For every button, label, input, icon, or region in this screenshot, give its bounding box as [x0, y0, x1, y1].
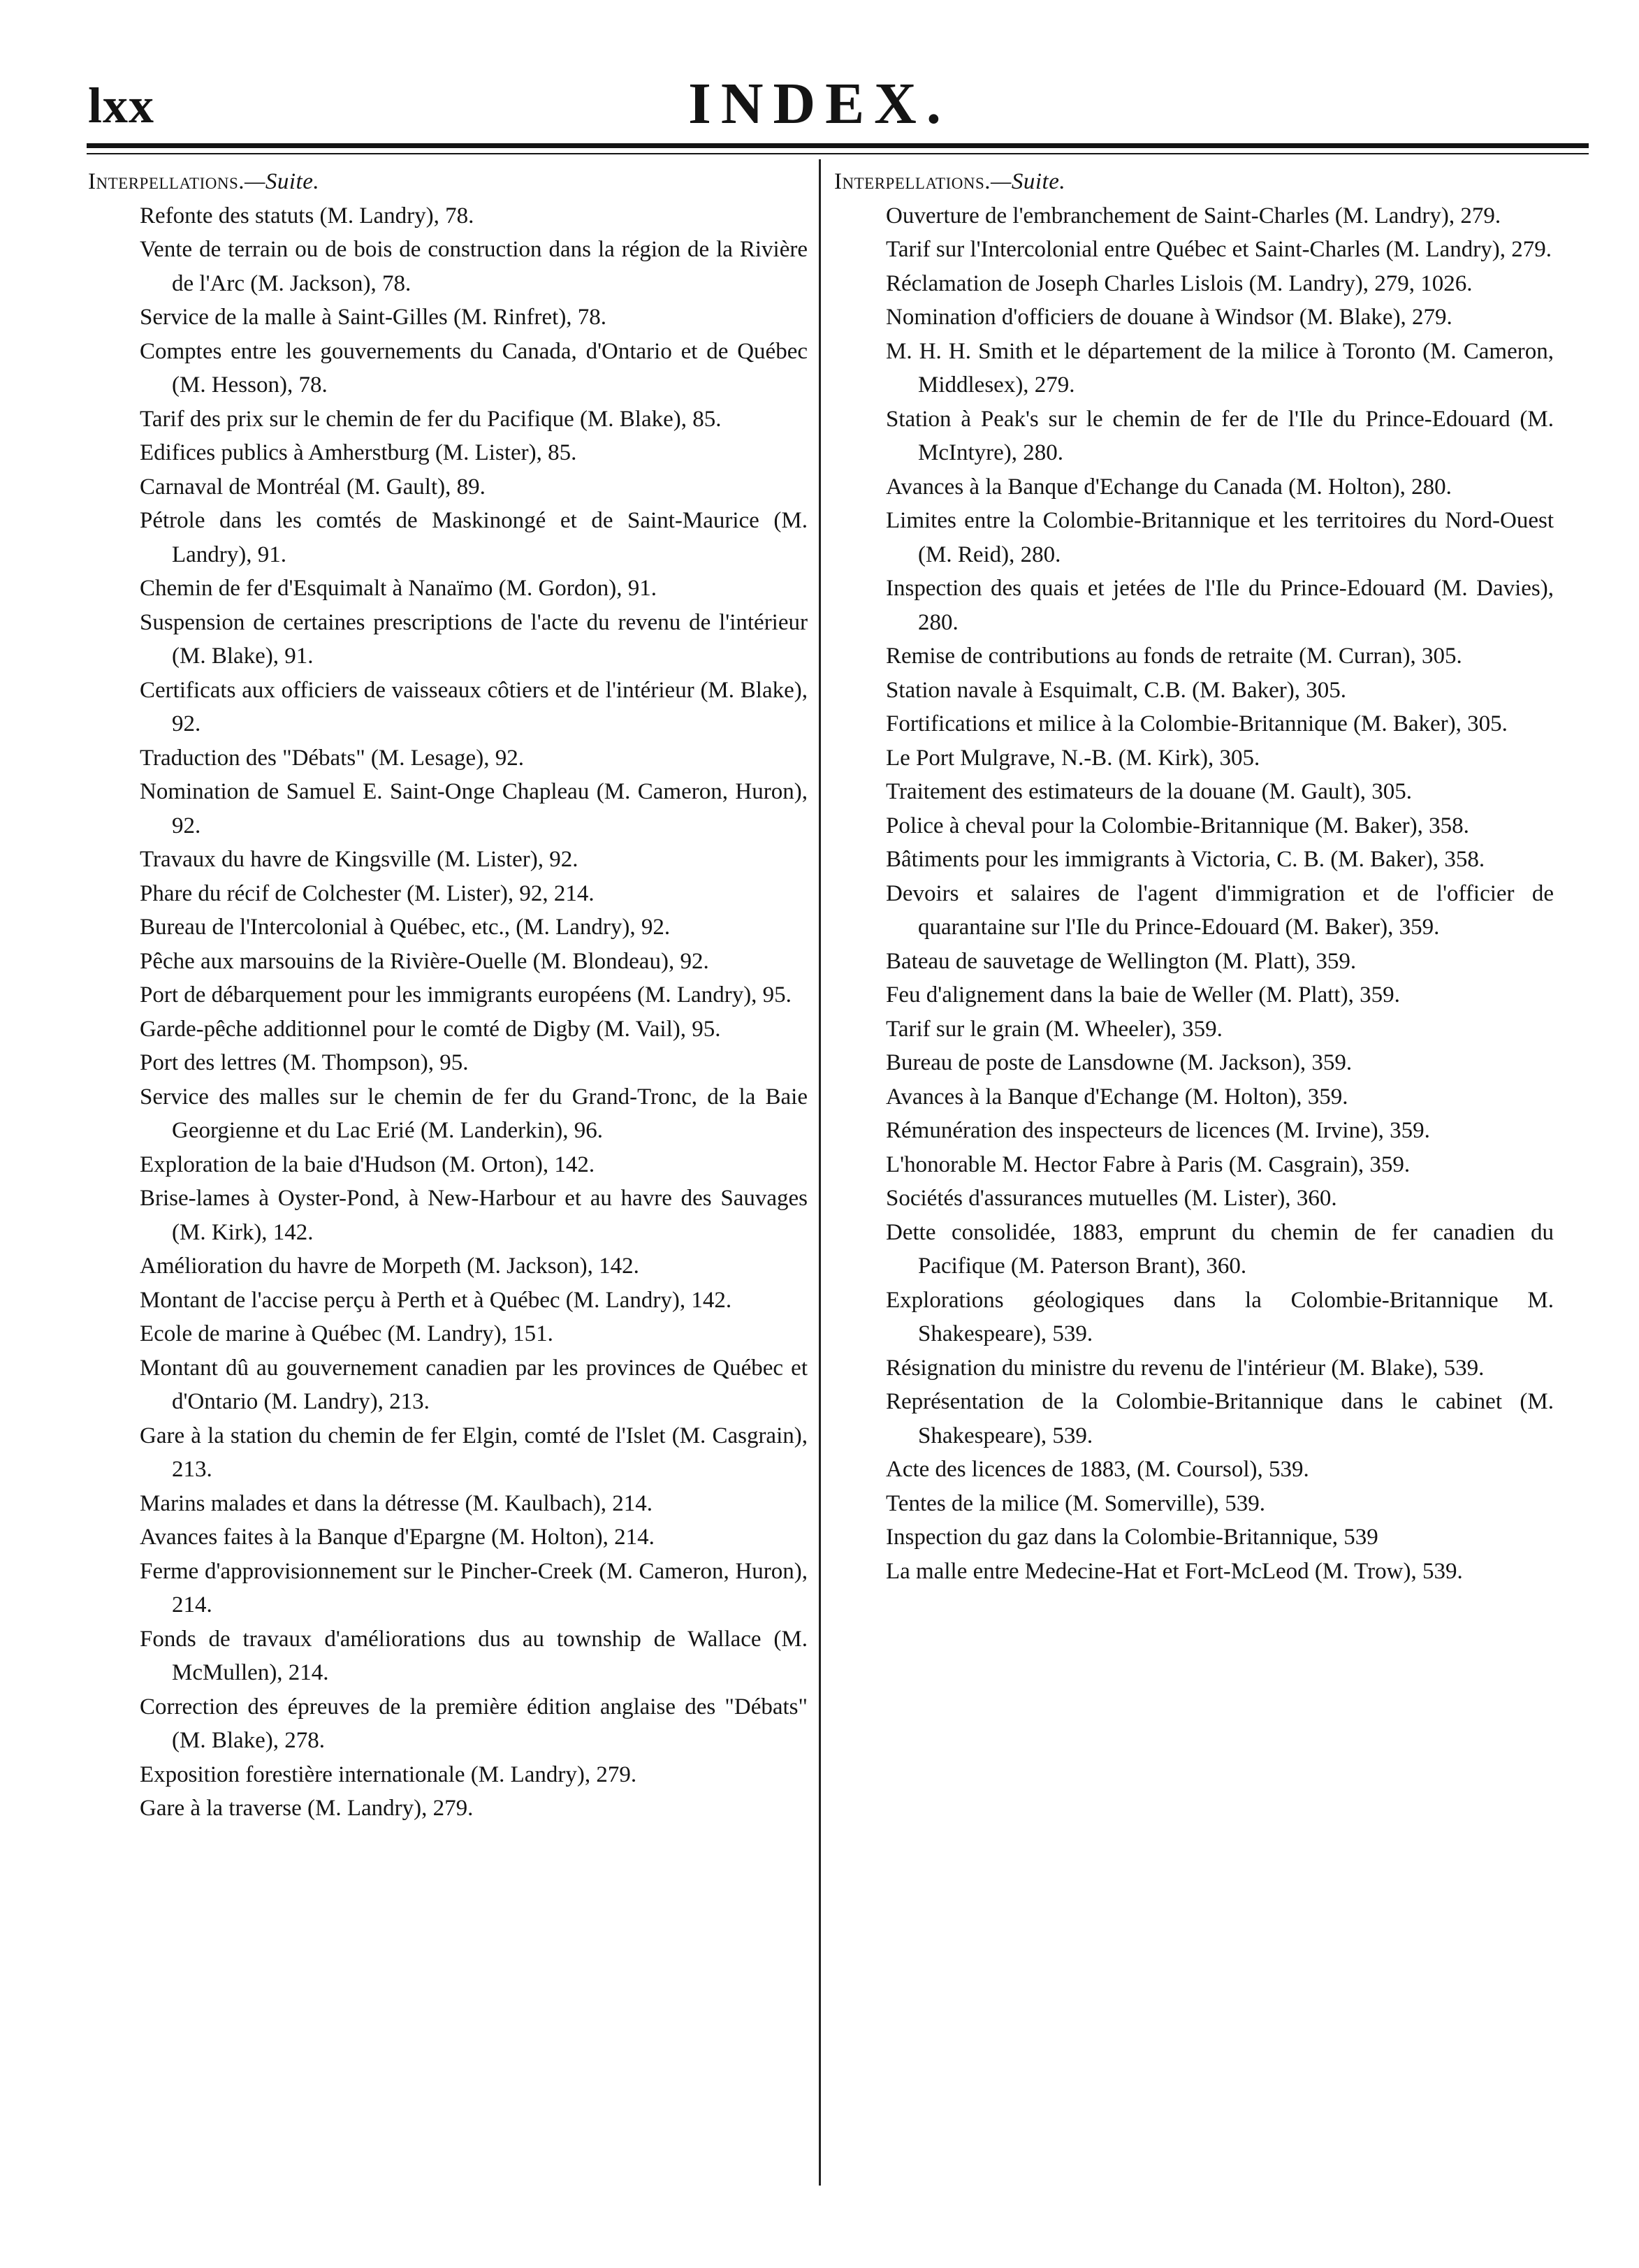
index-entry: Représentation de la Colombie-Britannique dans le cabinet (M. Shakespeare), 539. [886, 1389, 1554, 1448]
index-entry: Traduction des "Débats" (M. Lesage), 92. [140, 745, 524, 771]
index-entry: Certificats aux officiers de vaisseaux côtiers et de l'intérieur (M. Blake), 92. [140, 677, 808, 736]
index-entry: Montant dû au gouvernement canadien par les provinces de Québec et d'Ontario (M. Landry), 213. [140, 1355, 808, 1414]
index-entry: Sociétés d'assurances mutuelles (M. Lister), 360. [886, 1186, 1337, 1211]
right-column [834, 165, 1554, 1588]
index-entry: Bâtiments pour les immigrants à Victoria, C. B. (M. Baker), 358. [886, 847, 1485, 872]
index-entry: Résignation du ministre du revenu de l'intérieur (M. Blake), 539. [886, 1355, 1485, 1381]
index-entry: Exploration de la baie d'Hudson (M. Orton), 142. [140, 1151, 595, 1177]
index-entry: Le Port Mulgrave, N.-B. (M. Kirk), 305. [886, 745, 1260, 771]
index-entry: M. H. H. Smith et le département de la milice à Toronto (M. Cameron, Middlesex), 279. [886, 338, 1554, 398]
page-title: INDEX. [688, 71, 951, 136]
index-entry: Rémunération des inspecteurs de licences (M. Irvine), 359. [886, 1118, 1430, 1143]
index-entry: Port des lettres (M. Thompson), 95. [140, 1050, 469, 1075]
index-entry: Bureau de poste de Lansdowne (M. Jackson), 359. [886, 1050, 1353, 1075]
index-entry-list [834, 199, 1554, 1589]
index-entry: Avances à la Banque d'Echange du Canada (M. Holton), 280. [886, 474, 1452, 500]
index-entry: Montant de l'accise perçu à Perth et à Québec (M. Landry), 142. [140, 1287, 732, 1313]
section-heading [88, 165, 808, 199]
header-rule-thick [87, 143, 1589, 148]
index-entry-list [88, 199, 808, 1826]
header-rule-thin [87, 153, 1589, 154]
index-entry: Marins malades et dans la détresse (M. Kaulbach), 214. [140, 1490, 653, 1516]
index-entry: Fortifications et milice à la Colombie-Britannique (M. Baker), 305. [886, 711, 1508, 736]
heading-suite: —Suite. [245, 169, 320, 194]
index-entry: Brise-lames à Oyster-Pond, à New-Harbour et au havre des Sauvages (M. Kirk), 142. [140, 1186, 808, 1245]
index-entry: Service de la malle à Saint-Gilles (M. Rinfret), 78. [140, 305, 607, 330]
index-entry: Traitement des estimateurs de la douane (M. Gault), 305. [886, 779, 1413, 804]
index-entry: Limites entre la Colombie-Britannique et les territoires du Nord-Ouest (M. Reid), 280. [886, 508, 1554, 567]
index-entry: Feu d'alignement dans la baie de Weller (M. Platt), 359. [886, 982, 1400, 1008]
index-entry: Suspension de certaines prescriptions de l'acte du revenu de l'intérieur (M. Blake), 91. [140, 609, 808, 669]
index-entry: Tarif sur l'Intercolonial entre Québec et Saint-Charles (M. Landry), 279. [886, 237, 1552, 262]
index-entry: Pêche aux marsouins de la Rivière-Ouelle (M. Blondeau), 92. [140, 948, 709, 974]
index-entry: Carnaval de Montréal (M. Gault), 89. [140, 474, 486, 500]
index-entry: Bateau de sauvetage de Wellington (M. Platt), 359. [886, 948, 1357, 974]
heading-word: Interpellations. [834, 169, 991, 194]
index-entry: Ouverture de l'embranchement de Saint-Charles (M. Landry), 279. [886, 203, 1501, 228]
index-entry: Comptes entre les gouvernements du Canada, d'Ontario et de Québec (M. Hesson), 78. [140, 338, 808, 398]
index-entry: Inspection des quais et jetées de l'Ile du Prince-Edouard (M. Davies), 280. [886, 576, 1554, 635]
index-entry: Exposition forestière internationale (M. Landry), 279. [140, 1761, 637, 1787]
page-number: lxx [88, 78, 155, 133]
column-divider [819, 159, 821, 2186]
index-entry: Tarif sur le grain (M. Wheeler), 359. [886, 1016, 1223, 1042]
index-entry: Bureau de l'Intercolonial à Québec, etc., (M. Landry), 92. [140, 915, 671, 940]
index-entry: Correction des épreuves de la première édition anglaise des "Débats" (M. Blake), 278. [140, 1694, 808, 1753]
index-entry: Tarif des prix sur le chemin de fer du Pacifique (M. Blake), 85. [140, 406, 722, 432]
index-entry: Pétrole dans les comtés de Maskinongé et de Saint-Maurice (M. Landry), 91. [140, 508, 808, 567]
index-entry: La malle entre Medecine-Hat et Fort-McLeod (M. Trow), 539. [886, 1558, 1463, 1584]
index-entry: Inspection du gaz dans la Colombie-Britannique, 539 [886, 1525, 1378, 1550]
index-entry: Refonte des statuts (M. Landry), 78. [140, 203, 474, 228]
index-entry: Dette consolidée, 1883, emprunt du chemin de fer canadien du Pacifique (M. Paterson Brant), 360. [886, 1219, 1554, 1279]
index-entry: Remise de contributions au fonds de retraite (M. Curran), 305. [886, 644, 1462, 669]
index-entry: Gare à la station du chemin de fer Elgin, comté de l'Islet (M. Casgrain), 213. [140, 1423, 808, 1482]
index-entry: Explorations géologiques dans la Colombie-Britannique M. Shakespeare), 539. [886, 1287, 1554, 1346]
index-entry: Amélioration du havre de Morpeth (M. Jackson), 142. [140, 1253, 639, 1279]
index-entry: Station navale à Esquimalt, C.B. (M. Baker), 305. [886, 677, 1346, 703]
left-column [88, 165, 808, 1826]
index-entry: Police à cheval pour la Colombie-Britannique (M. Baker), 358. [886, 813, 1469, 838]
index-entry: Devoirs et salaires de l'agent d'immigration et de l'officier de quarantaine sur l'Ile du Prince-Edouard (M. Baker), 359. [886, 880, 1554, 940]
index-entry: Travaux du havre de Kingsville (M. Lister), 92. [140, 847, 578, 872]
section-heading [834, 165, 1554, 199]
heading-word: Interpellations. [88, 169, 245, 194]
index-entry: Ecole de marine à Québec (M. Landry), 151. [140, 1321, 553, 1346]
index-entry: Acte des licences de 1883, (M. Coursol), 539. [886, 1457, 1309, 1482]
index-entry: L'honorable M. Hector Fabre à Paris (M. Casgrain), 359. [886, 1151, 1411, 1177]
index-entry: Ferme d'approvisionnement sur le Pincher-Creek (M. Cameron, Huron), 214. [140, 1558, 808, 1618]
index-entry: Avances faites à la Banque d'Epargne (M. Holton), 214. [140, 1525, 655, 1550]
index-entry: Vente de terrain ou de bois de construction dans la région de la Rivière de l'Arc (M. Jackson), 78. [140, 237, 808, 296]
index-entry: Port de débarquement pour les immigrants européens (M. Landry), 95. [140, 982, 792, 1008]
index-entry: Chemin de fer d'Esquimalt à Nanaïmo (M. Gordon), 91. [140, 576, 657, 601]
index-entry: Fonds de travaux d'améliorations dus au township de Wallace (M. McMullen), 214. [140, 1626, 808, 1685]
index-entry: Station à Peak's sur le chemin de fer de l'Ile du Prince-Edouard (M. McIntyre), 280. [886, 406, 1554, 465]
heading-suite: —Suite. [991, 169, 1066, 194]
index-entry: Service des malles sur le chemin de fer du Grand-Tronc, de la Baie Georgienne et du Lac Erié (M. Landerkin), 96. [140, 1084, 808, 1143]
index-entry: Tentes de la milice (M. Somerville), 539. [886, 1490, 1265, 1516]
index-entry: Nomination de Samuel E. Saint-Onge Chapleau (M. Cameron, Huron), 92. [140, 779, 808, 838]
index-entry: Réclamation de Joseph Charles Lislois (M. Landry), 279, 1026. [886, 270, 1473, 296]
index-entry: Gare à la traverse (M. Landry), 279. [140, 1796, 474, 1821]
index-entry: Garde-pêche additionnel pour le comté de Digby (M. Vail), 95. [140, 1016, 721, 1042]
index-entry: Phare du récif de Colchester (M. Lister), 92, 214. [140, 880, 595, 906]
index-entry: Avances à la Banque d'Echange (M. Holton), 359. [886, 1084, 1348, 1110]
index-entry: Edifices publics à Amherstburg (M. Lister), 85. [140, 440, 577, 465]
index-entry: Nomination d'officiers de douane à Windsor (M. Blake), 279. [886, 305, 1452, 330]
